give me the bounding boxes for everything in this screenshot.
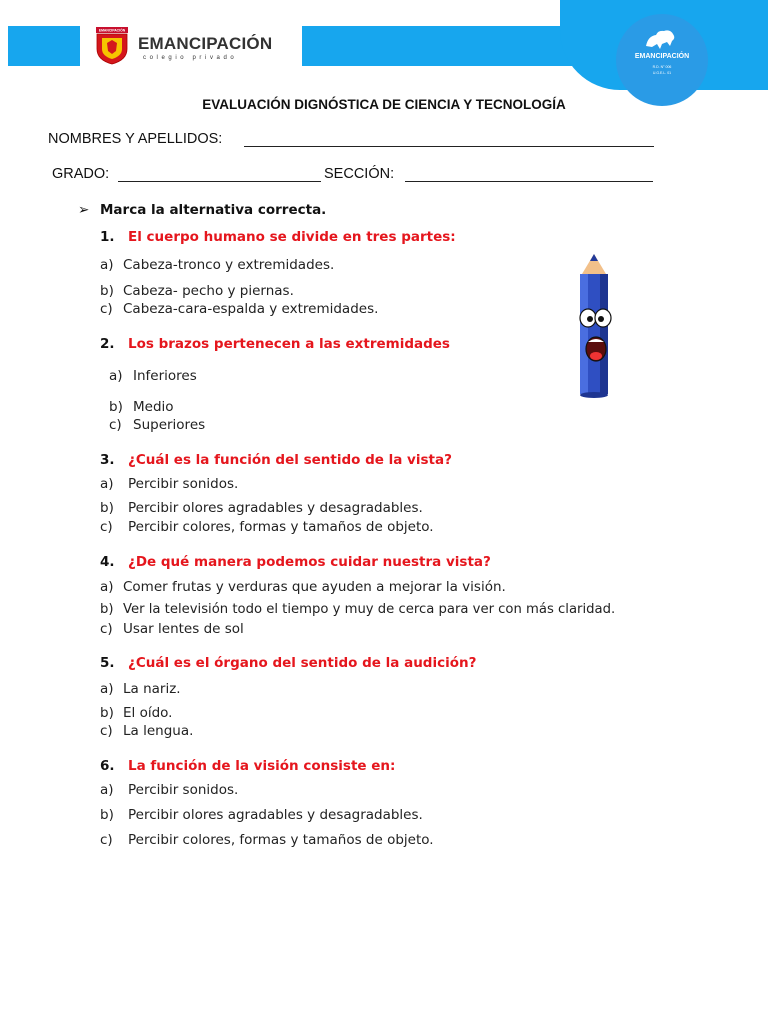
option-letter: a) xyxy=(100,257,114,273)
option-4c[interactable] xyxy=(100,621,244,637)
option-text: Percibir colores, formas y tamaños de objeto. xyxy=(128,832,434,848)
option-letter: c) xyxy=(100,621,113,637)
question-number: 5. xyxy=(100,655,115,671)
option-text: Percibir olores agradables y desagradables. xyxy=(128,500,423,516)
option-letter: c) xyxy=(100,301,113,317)
option-letter: a) xyxy=(100,476,114,492)
section-field[interactable] xyxy=(405,181,653,182)
option-3b[interactable] xyxy=(100,500,423,516)
option-letter: b) xyxy=(100,705,114,721)
question-1 xyxy=(100,229,456,245)
option-4a[interactable] xyxy=(100,579,506,595)
option-text: La nariz. xyxy=(123,681,181,697)
option-letter: b) xyxy=(100,602,114,617)
option-4b[interactable] xyxy=(100,602,615,617)
option-text: Percibir sonidos. xyxy=(128,782,239,798)
option-text: Percibir colores, formas y tamaños de objeto. xyxy=(128,519,434,535)
option-6a[interactable] xyxy=(100,782,238,798)
names-label: NOMBRES Y APELLIDOS: xyxy=(48,131,223,147)
option-text: Cabeza- pecho y piernas. xyxy=(123,283,294,299)
option-letter: b) xyxy=(109,399,123,415)
instruction-text: Marca la alternativa correcta. xyxy=(100,202,327,218)
page-title: EVALUACIÓN DIGNÓSTICA DE CIENCIA Y TECNOLOGÍA xyxy=(202,97,566,112)
option-3c[interactable] xyxy=(100,519,434,535)
option-1b[interactable] xyxy=(100,283,294,299)
option-text: Ver la televisión todo el tiempo y muy de cerca para ver con más claridad. xyxy=(123,602,616,617)
question-3 xyxy=(100,452,452,468)
option-1c[interactable] xyxy=(100,301,378,317)
option-letter: a) xyxy=(109,368,123,384)
option-letter: a) xyxy=(100,681,114,697)
question-text: ¿Cuál es el órgano del sentido de la audición? xyxy=(128,655,477,671)
option-6c[interactable] xyxy=(100,832,434,848)
option-2b[interactable] xyxy=(109,399,174,415)
question-text: Los brazos pertenecen a las extremidades xyxy=(128,336,450,352)
option-text: Usar lentes de sol xyxy=(123,621,244,637)
section-label: SECCIÓN: xyxy=(324,166,395,182)
names-field[interactable] xyxy=(244,146,654,147)
pencil-character-icon xyxy=(566,252,622,400)
option-5a[interactable] xyxy=(100,681,181,697)
question-text: La función de la visión consiste en: xyxy=(128,758,396,774)
option-2a[interactable] xyxy=(109,368,197,384)
school-crest-icon xyxy=(94,27,130,65)
option-text: Inferiores xyxy=(133,368,197,384)
badge-line: R.D. N° 006 xyxy=(652,65,672,69)
option-letter: a) xyxy=(100,782,114,798)
option-letter: c) xyxy=(109,417,122,433)
question-5 xyxy=(100,655,476,671)
option-text: La lengua. xyxy=(123,723,194,739)
option-5c[interactable] xyxy=(100,723,193,739)
option-text: Cabeza-cara-espalda y extremidades. xyxy=(123,301,379,317)
option-letter: c) xyxy=(100,519,113,535)
grade-label: GRADO: xyxy=(52,166,110,182)
option-5b[interactable] xyxy=(100,705,172,721)
crest-caption: EMANCIPACIÓN xyxy=(98,28,126,33)
question-number: 4. xyxy=(100,554,115,570)
option-text: Comer frutas y verduras que ayuden a mejorar la visión. xyxy=(123,579,506,595)
option-letter: c) xyxy=(100,723,113,739)
school-subtitle: colegio privado xyxy=(143,55,238,61)
option-1a[interactable] xyxy=(100,257,334,273)
question-text: El cuerpo humano se divide en tres partes: xyxy=(128,229,456,245)
option-letter: b) xyxy=(100,283,114,299)
question-number: 3. xyxy=(100,452,115,468)
badge-line: U.G.E.L. 01 xyxy=(652,71,672,75)
option-text: Percibir olores agradables y desagradables. xyxy=(128,807,423,823)
badge-details xyxy=(616,64,708,76)
option-text: El oído. xyxy=(123,705,173,721)
instruction xyxy=(78,202,326,218)
option-3a[interactable] xyxy=(100,476,238,492)
option-2c[interactable] xyxy=(109,417,205,433)
question-4 xyxy=(100,554,491,570)
option-text: Medio xyxy=(133,399,174,415)
arrow-bullet-icon: ➢ xyxy=(78,202,90,218)
option-letter: c) xyxy=(100,832,113,848)
option-text: Cabeza-tronco y extremidades. xyxy=(123,257,335,273)
option-letter: b) xyxy=(100,807,114,823)
question-number: 1. xyxy=(100,229,115,245)
option-letter: a) xyxy=(100,579,114,595)
question-number: 2. xyxy=(100,336,115,352)
school-name: EMANCIPACIÓN xyxy=(138,34,273,53)
question-number: 6. xyxy=(100,758,115,774)
option-text: Superiores xyxy=(133,417,206,433)
question-text: ¿Cuál es la función del sentido de la vista? xyxy=(128,452,452,468)
lion-logo-icon xyxy=(640,26,680,52)
grade-field[interactable] xyxy=(118,181,321,182)
question-2 xyxy=(100,336,450,352)
question-6 xyxy=(100,758,395,774)
question-text: ¿De qué manera podemos cuidar nuestra vista? xyxy=(128,554,491,570)
badge-name: EMANCIPACIÓN xyxy=(634,53,690,60)
option-text: Percibir sonidos. xyxy=(128,476,239,492)
option-6b[interactable] xyxy=(100,807,423,823)
option-letter: b) xyxy=(100,500,114,516)
